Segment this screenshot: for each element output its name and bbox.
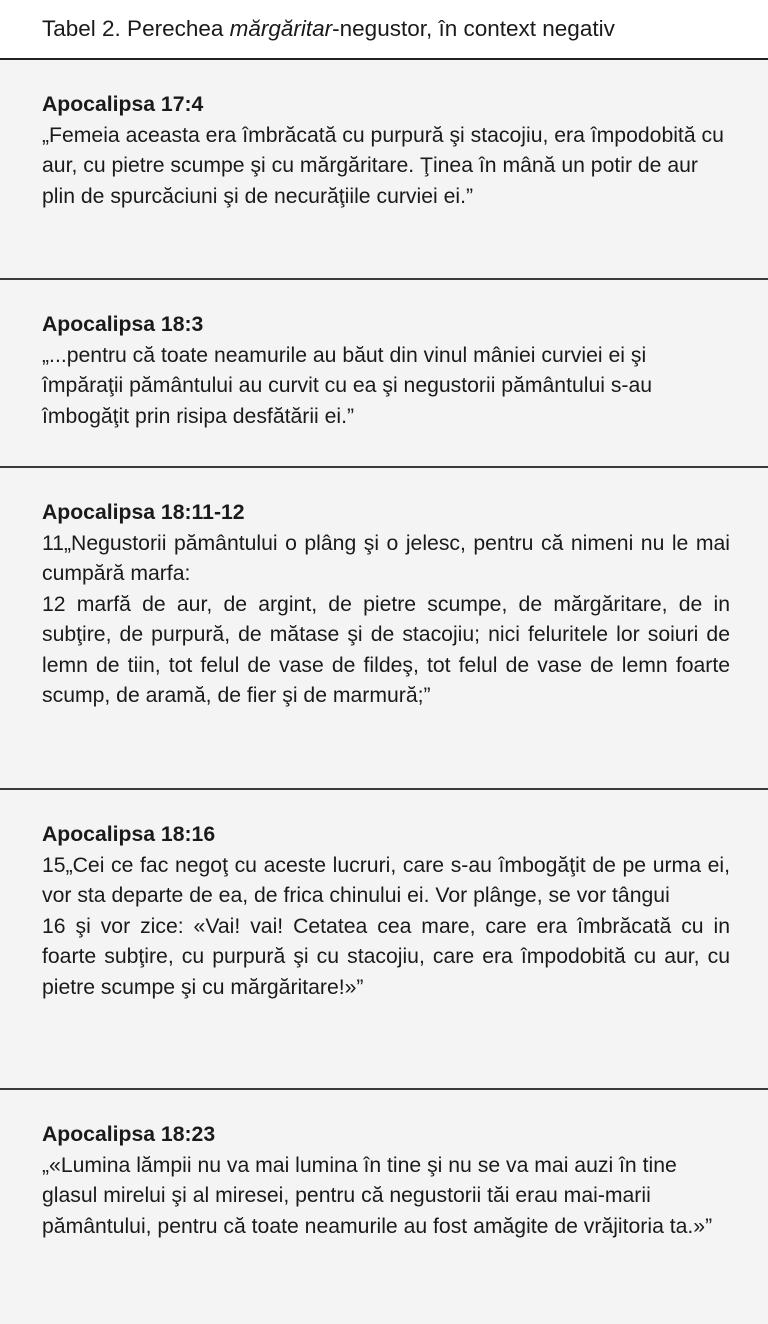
verse-reference: Apocalipsa 18:23	[42, 1123, 216, 1146]
verse-text: „«Lumina lămpii nu va mai lumina în tine şi nu se va mai auzi în tine glasul mirelui şi al miresei, pentru că negustorii tăi erau mai-marii pământului, pentru că toate neamurile au fost amăgite de vrăjitoria ta.»”	[42, 1153, 713, 1238]
verse-text: „...pentru că toate neamurile au băut din vinul mâniei curviei ei şi împăraţii pământului au curvit cu ea şi negustorii pământului s-au îmbogăţit prin risipa desfătării ei.”	[42, 343, 653, 428]
verse-text: 11„Negustorii pământului o plâng şi o jelesc, pentru că nimeni nu le mai cumpără marfa:	[42, 531, 730, 585]
table-row	[0, 60, 768, 280]
verse-text: 12 marfă de aur, de argint, de pietre scumpe, de mărgăritare, de in subţire, de purpură, de mătase şi de stacojiu; nici feluritele lor soiuri de lemn de tiin, tot felul de vase de fildeş, tot felul de vase de lemn foarte scump, de aramă, de fier şi de marmură;”	[42, 592, 730, 707]
caption-suffix: -negustor, în context negativ	[332, 16, 615, 41]
verse-text: „Femeia aceasta era îmbrăcată cu purpură şi stacojiu, era împodobită cu aur, cu pietre scumpe şi cu mărgăritare. Ţinea în mână un potir de aur plin de spurcăciuni şi de necurăţiile curviei ei.”	[42, 123, 724, 208]
table-row	[0, 1090, 768, 1324]
table-row	[0, 280, 768, 468]
verse-text: 15„Cei ce fac negoţ cu aceste lucruri, care s-au îmbogăţit de pe urma ei, vor sta departe de ea, de frica chinului ei. Vor plânge, se vor tângui	[42, 853, 730, 907]
verse-reference: Apocalipsa 18:11-12	[42, 501, 245, 524]
verse-table	[0, 60, 768, 1324]
verse-reference: Apocalipsa 17:4	[42, 93, 204, 116]
verse-reference: Apocalipsa 18:3	[42, 313, 204, 336]
caption-prefix: Tabel 2. Perechea	[42, 16, 230, 41]
verse-reference: Apocalipsa 18:16	[42, 823, 216, 846]
table-caption	[0, 0, 768, 60]
table-row	[0, 790, 768, 1090]
verse-text: 16 şi vor zice: «Vai! vai! Cetatea cea mare, care era îmbrăcată cu in foarte subţire, cu purpură şi cu stacojiu, care era împodobită cu aur, cu pietre scumpe şi cu mărgăritare!»”	[42, 914, 730, 999]
table-row	[0, 468, 768, 790]
caption-emphasis: mărgăritar	[229, 16, 333, 41]
